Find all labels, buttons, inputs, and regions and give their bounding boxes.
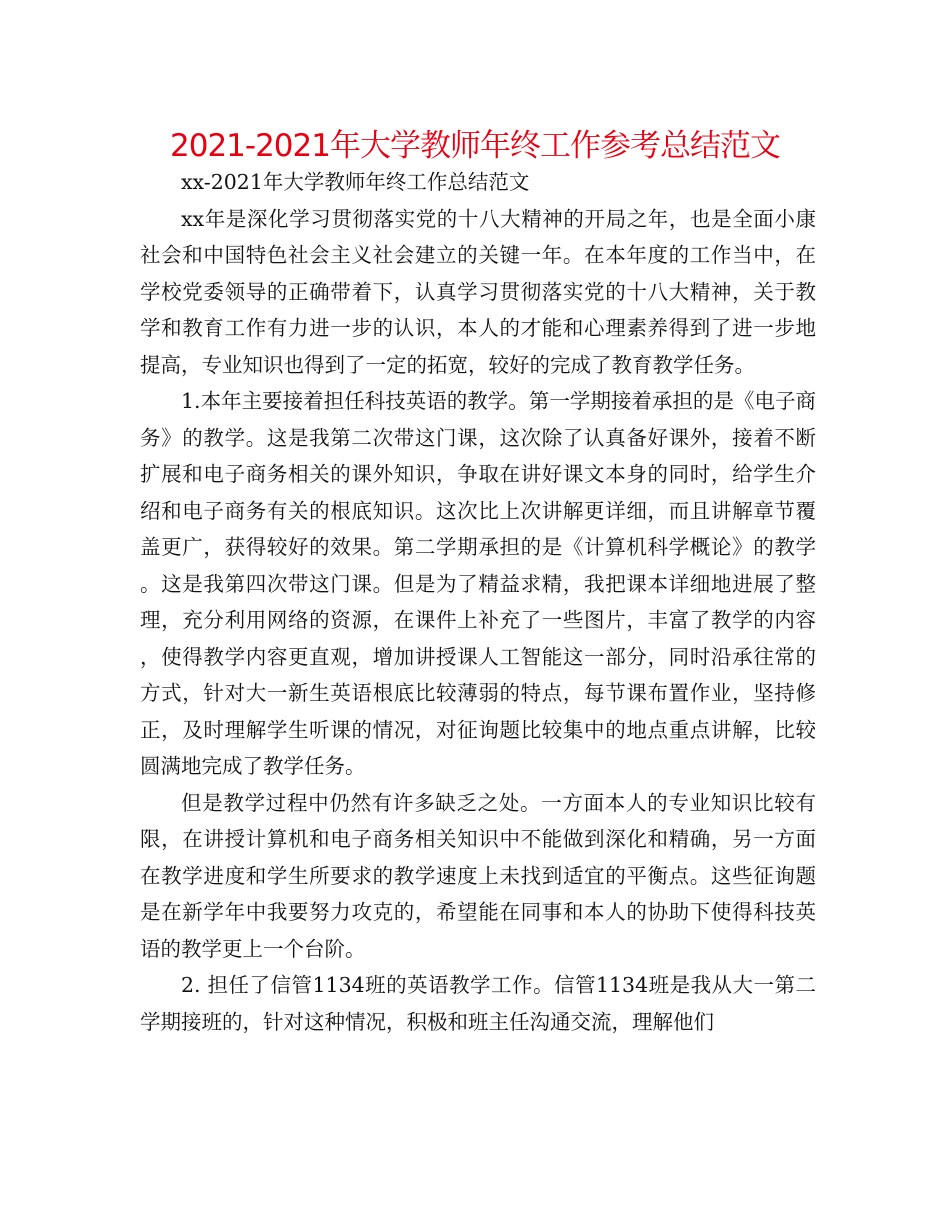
paragraph-item-1: 1.本年主要接着担任科技英语的教学。第一学期接着承担的是《电子商务》的教学。这是我第二次带这门课，这次除了认真备好课外，接着不断扩展和电子商务相关的课外知识，争取在讲好课文本身的同时，给学生介绍和电子商务有关的根底知识。这次比上次讲解更详细，而且讲解章节覆盖更广，获得较好的效果。第二学期承担的是《计算机科学概论》的教学。这是我第四次带这门课。但是为了精益求精，我把课本详细地进展了整理，充分利用网络的资源，在课件上补充了一些图片，丰富了教学的内容，使得教学内容更直观，增加讲授课人工智能这一部分，同时沿承往常的方式，针对大一新生英语根底比较薄弱的特点，每节课布置作业，坚持修正，及时理解学生听课的情况，对征询题比较集中的地点重点讲解，比较圆满地完成了教学任务。 bbox=[140, 389, 816, 778]
document-subtitle: xx-2021年大学教师年终工作总结范文 bbox=[181, 170, 530, 194]
document-body bbox=[140, 164, 816, 1040]
paragraph-intro: xx年是深化学习贯彻落实党的十八大精神的开局之年，也是全面小康社会和中国特色社会主义社会建立的关键一年。在本年度的工作当中，在学校党委领导的正确带着下，认真学习贯彻落实党的十八大精神，关于教学和教育工作有力进一步的认识，本人的才能和心理素养得到了进一步地提高，专业知识也得到了一定的拓宽，较好的完成了教育教学任务。 bbox=[140, 206, 816, 377]
paragraph-item-2: 2. 担任了信管1134班的英语教学工作。信管1134班是我从大一第二学期接班的，针对这种情况，积极和班主任沟通交流，理解他们 bbox=[140, 973, 816, 1034]
paragraph-shortcomings: 但是教学过程中仍然有许多缺乏之处。一方面本人的专业知识比较有限，在讲授计算机和电子商务相关知识中不能做到深化和精确，另一方面在教学进度和学生所要求的教学速度上未找到适宜的平衡点。这些征询题是在新学年中我要努力攻克的，希望能在同事和本人的协助下使得科技英语的教学更上一个台阶。 bbox=[140, 790, 816, 961]
document-title: 2021-2021年大学教师年终工作参考总结范文 bbox=[170, 128, 780, 164]
